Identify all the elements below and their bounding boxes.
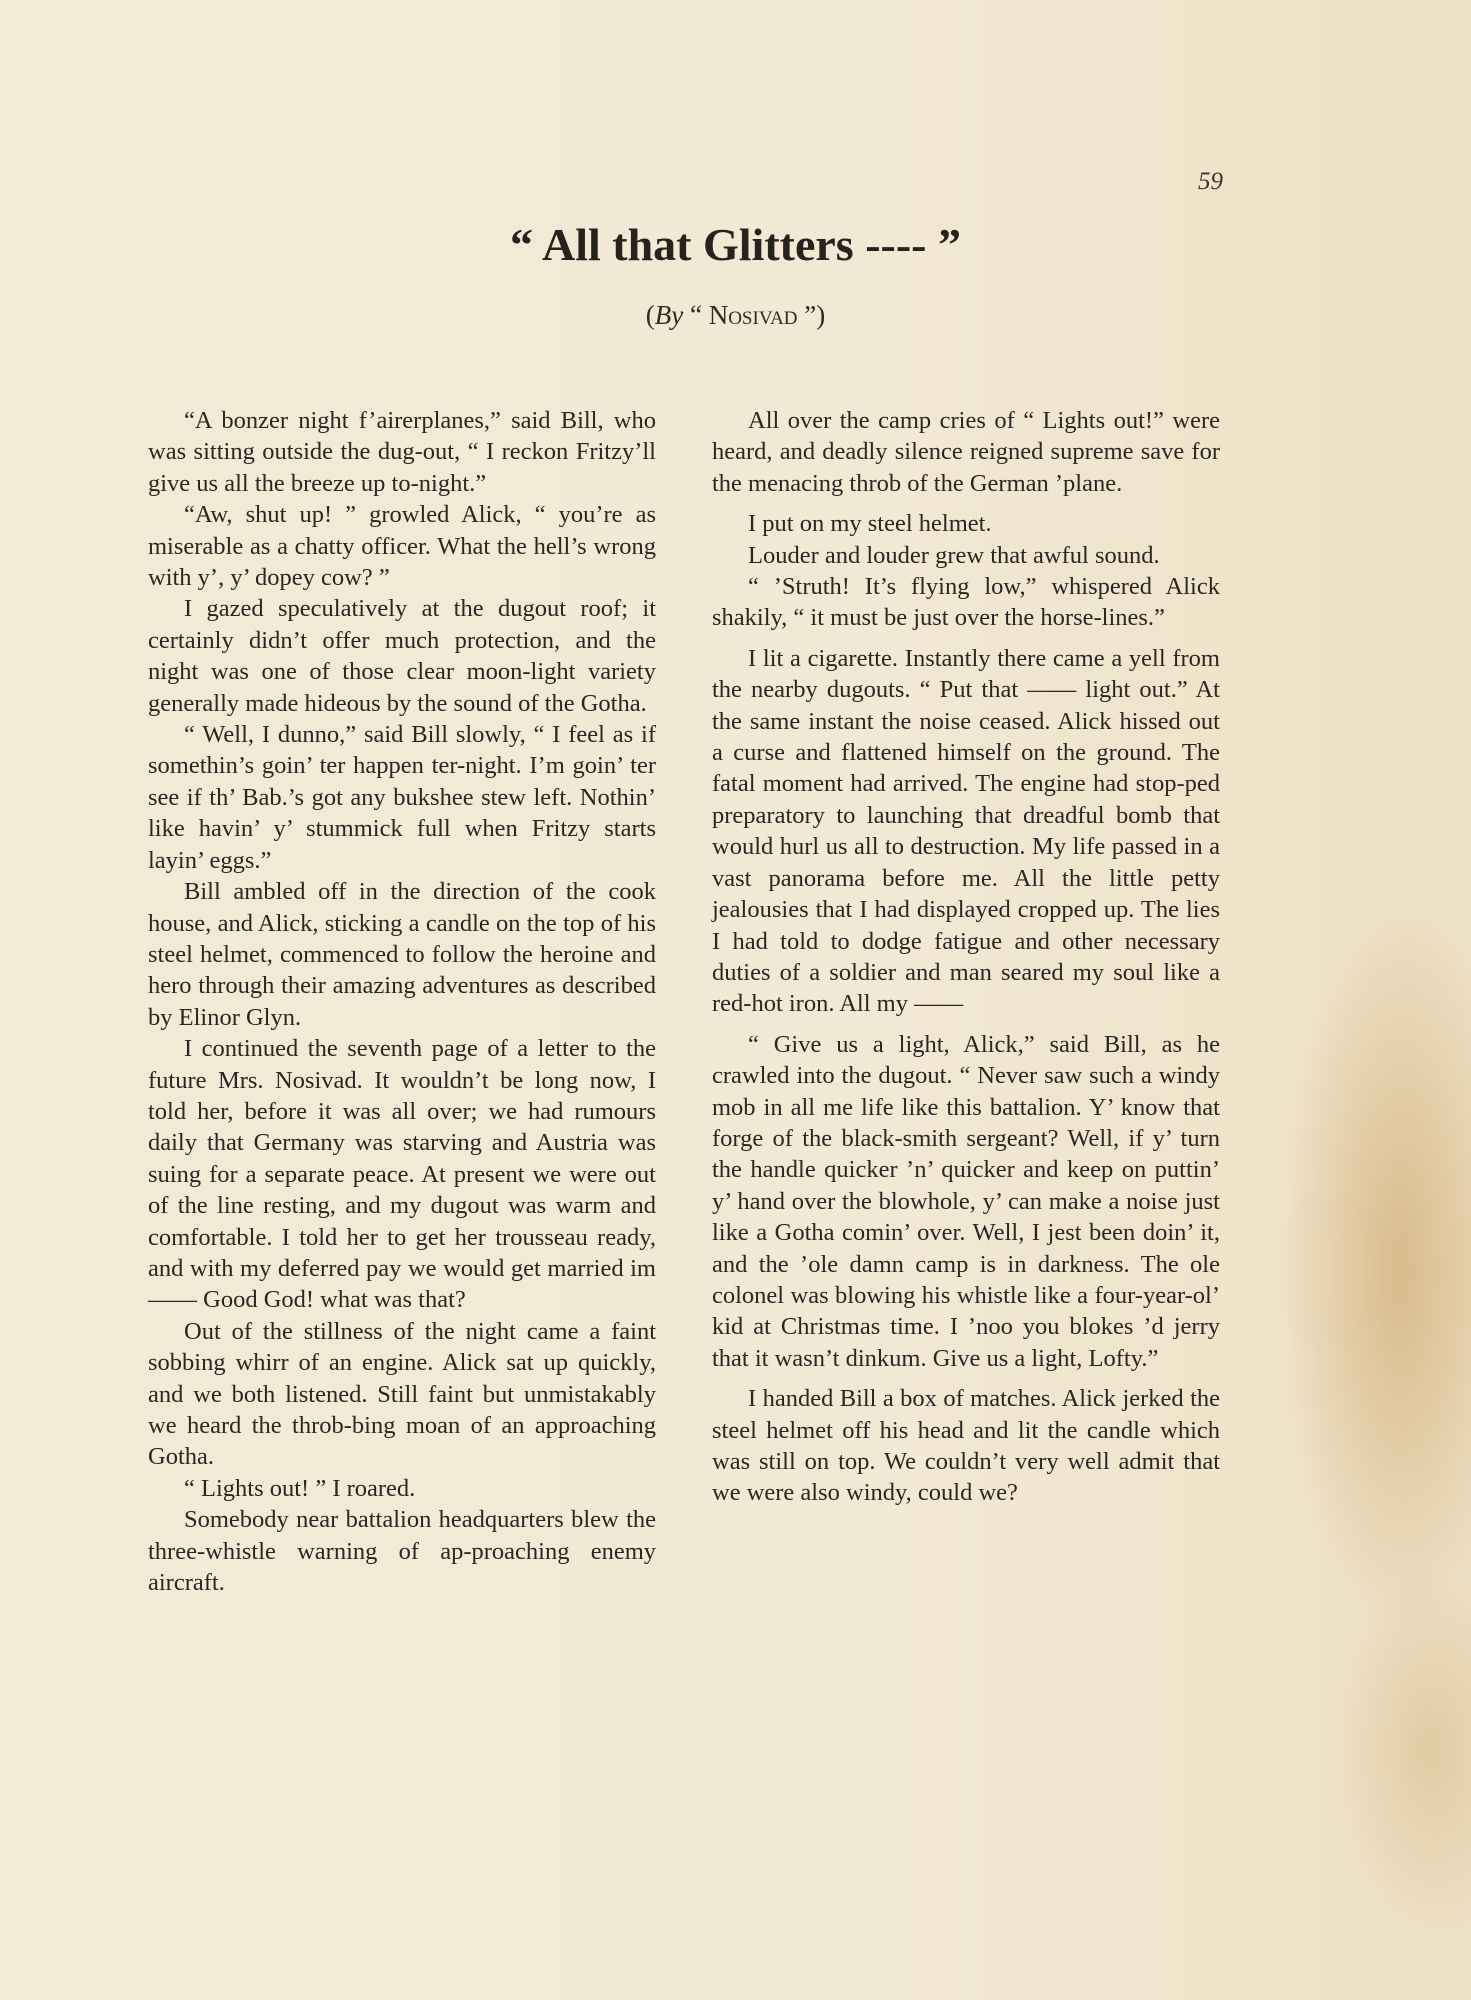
paragraph: I handed Bill a box of matches. Alick jerked the steel helmet off his head and lit the candle which was still on top. We couldn’t very well admit that we were also windy, could we? (712, 1385, 1220, 1507)
paragraph: “Aw, shut up! ” growled Alick, “ you’re as miserable as a chatty officer. What the hell’s wrong with y’, y’ dopey cow? ” (148, 501, 656, 592)
paragraph: “A bonzer night f’airerplanes,” said Bill, who was sitting outside the dug-out, “ I reckon Fritzy’ll give us all the breeze up to-night.” (148, 407, 656, 497)
paragraph: Out of the stillness of the night came a faint sobbing whirr of an engine. Alick sat up quickly, and we both listened. Still faint but unmistakably we heard the throb-bing moan of an approaching Gotha. (148, 1317, 656, 1471)
byline-author: Nosivad (708, 300, 798, 330)
paragraph: Bill ambled off in the direction of the cook house, and Alick, sticking a candle on the top of his steel helmet, commenced to follow the heroine and hero through their amazing adventures as described by Elinor Glyn. (148, 878, 656, 1031)
paragraph: Louder and louder grew that awful sound. (748, 541, 1160, 569)
byline-by: By (654, 300, 684, 330)
left-column (148, 405, 656, 1598)
article-title: “ All that Glitters ---- ” (510, 219, 961, 270)
paragraph: I continued the seventh page of a letter to the future Mrs. Nosivad. It wouldn’t be long now, I told her, before it was all over; we had rumours daily that Germany was starving and Austria was suing for a separate peace. At present we were out of the line resting, and my dugout was warm and comfortable. I told her to get her trousseau ready, and with my deferred pay we would get married im—— Good God! what was that? (148, 1035, 656, 1314)
paragraph: I lit a cigarette. Instantly there came a yell from the nearby dugouts. “ Put that —— light out.” At the same instant the noise ceased. Alick hissed out a curse and flattened himself on the ground. The fatal moment had arrived. The engine had stop-ped preparatory to launching that dreadful bomb that would hurl us all to destruction. My life passed in a vast panorama before me. All the little petty jealousies that I had displayed cropped up. The lies I had told to dodge fatigue and other necessary duties of a soldier and man seared my soul like a red-hot iron. All my —— (712, 644, 1220, 1018)
paragraph: Somebody near battalion headquarters blew the three-whistle warning of ap-proaching enemy aircraft. (148, 1506, 656, 1597)
paragraph: I gazed speculatively at the dugout roof; it certainly didn’t offer much protection, and the night was one of those clear moon-light variety generally made hideous by the sound of the Gotha. (148, 595, 656, 717)
right-column (712, 405, 1220, 1509)
byline (0, 300, 1471, 331)
page-number: 59 (1198, 168, 1223, 195)
byline-close: ”) (797, 300, 826, 330)
paragraph: I put on my steel helmet. (748, 510, 992, 538)
byline-open: ( (645, 300, 655, 330)
paragraph: “ Lights out! ” I roared. (184, 1474, 416, 1502)
byline-quote-open: “ (683, 300, 709, 330)
paragraph: “ ’Struth! It’s flying low,” whispered Alick shakily, “ it must be just over the horse-lines.” (712, 573, 1220, 632)
paragraph: “ Give us a light, Alick,” said Bill, as he crawled into the dugout. “ Never saw such a windy mob in all me life like this battalion. Y’ know that forge of the black-smith sergeant? Well, if y’ turn the handle quicker ’n’ quicker and keep on puttin’ y’ hand over the blowhole, y’ can make a noise just like a Gotha comin’ over. Well, I jest been doin’ it, and the ’ole damn camp is in darkness. The ole colonel was blowing his whistle like a four-year-ol’ kid at Christmas time. I ’noo you blokes ’d jerry that it wasn’t dinkum. Give us a light, Lofty.” (712, 1030, 1220, 1372)
paragraph: All over the camp cries of “ Lights out!” were heard, and deadly silence reigned supreme save for the menacing throb of the German ’plane. (712, 407, 1220, 497)
paragraph: “ Well, I dunno,” said Bill slowly, “ I feel as if somethin’s goin’ ter happen ter-night. I’m goin’ ter see if th’ Bab.’s got any bukshee stew left. Nothin’ like havin’ y’ stummick full when Fritzy starts layin’ eggs.” (148, 721, 656, 874)
